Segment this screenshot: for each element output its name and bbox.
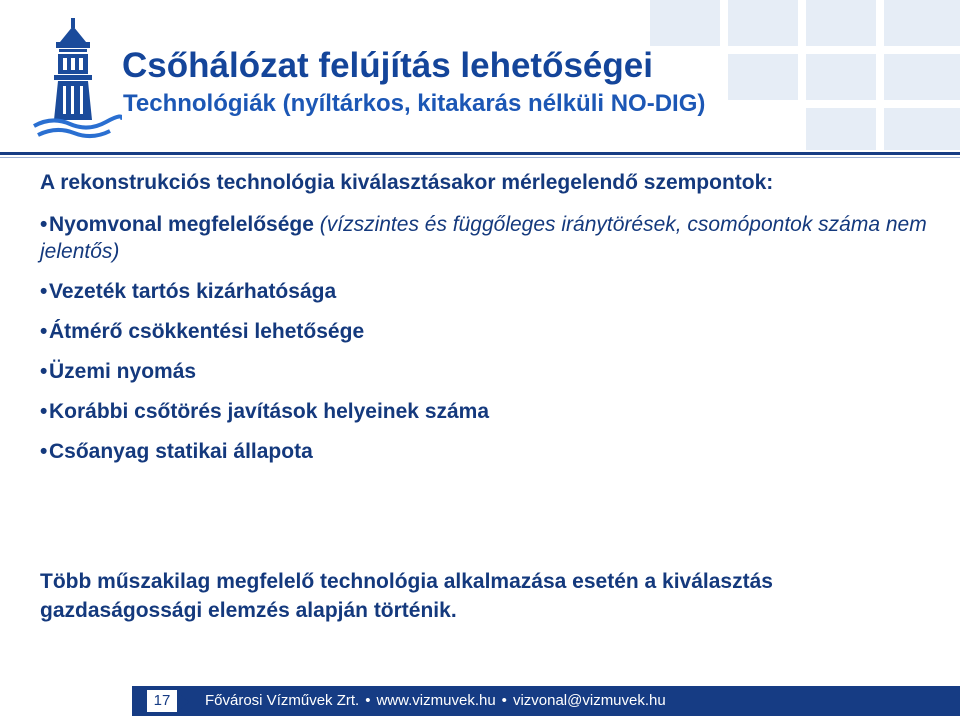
bullet-label: Üzemi nyomás (49, 360, 197, 383)
decorative-squares (650, 0, 960, 150)
bullet-item (40, 438, 930, 465)
footer-email[interactable]: vizvonal@vizmuvek.hu (512, 692, 666, 709)
header-divider-thin (0, 157, 960, 158)
bullet-dot: • (40, 400, 48, 423)
header-divider (0, 152, 960, 155)
bullet-dot: • (40, 213, 48, 236)
bullet-label: Nyomvonal megfelelősége (49, 213, 314, 236)
triangle-right-icon[interactable] (178, 693, 189, 711)
bullet-item (40, 398, 930, 425)
footer-separator: • (501, 692, 507, 709)
deco-square (728, 54, 798, 100)
bullet-dot: • (40, 280, 48, 303)
slide-content (40, 169, 930, 478)
triangle-left-icon[interactable] (136, 693, 147, 711)
deco-square (884, 0, 960, 46)
bullet-item (40, 278, 930, 305)
bullet-note: (vízszintes és függőleges iránytörések, csomópontok száma nem jelentős) (40, 213, 927, 263)
deco-square (806, 108, 876, 150)
deco-square (650, 0, 720, 46)
footer-separator: • (365, 692, 371, 709)
bullet-item (40, 318, 930, 345)
bullet-label: Átmérő csökkentési lehetősége (49, 320, 365, 343)
deco-square (806, 0, 876, 46)
bullet-dot: • (40, 360, 48, 383)
footer-left-panel (40, 686, 132, 716)
bullet-label: Csőanyag statikai állapota (49, 440, 313, 463)
bullet-dot: • (40, 320, 48, 343)
water-tower-logo-icon (30, 16, 122, 144)
deco-square (728, 0, 798, 46)
deco-square (884, 54, 960, 100)
bullet-label: Vezeték tartós kizárhatósága (49, 280, 337, 303)
bullet-item (40, 211, 930, 265)
intro-text: A rekonstrukciós technológia kiválasztásakor mérlegelendő szempontok: (40, 171, 774, 194)
footer-text (205, 692, 666, 709)
page-number: 17 (147, 690, 177, 712)
page-subtitle: Technológiák (nyíltárkos, kitakarás nélküli NO-DIG) (123, 90, 706, 117)
deco-square (806, 54, 876, 100)
footer-website[interactable]: www.vizmuvek.hu (376, 692, 496, 709)
page-title: Csőhálózat felújítás lehetőségei (122, 46, 653, 85)
conclusion-text: Több műszakilag megfelelő technológia alkalmazása esetén a kiválasztás gazdaságossági elemzés alapján történik. (40, 570, 773, 622)
bullet-item (40, 358, 930, 385)
bullet-label: Korábbi csőtörés javítások helyeinek száma (49, 400, 490, 423)
footer (0, 686, 960, 716)
bullet-dot: • (40, 440, 48, 463)
footer-company: Fővárosi Vízművek Zrt. (205, 692, 360, 709)
deco-square (884, 108, 960, 150)
